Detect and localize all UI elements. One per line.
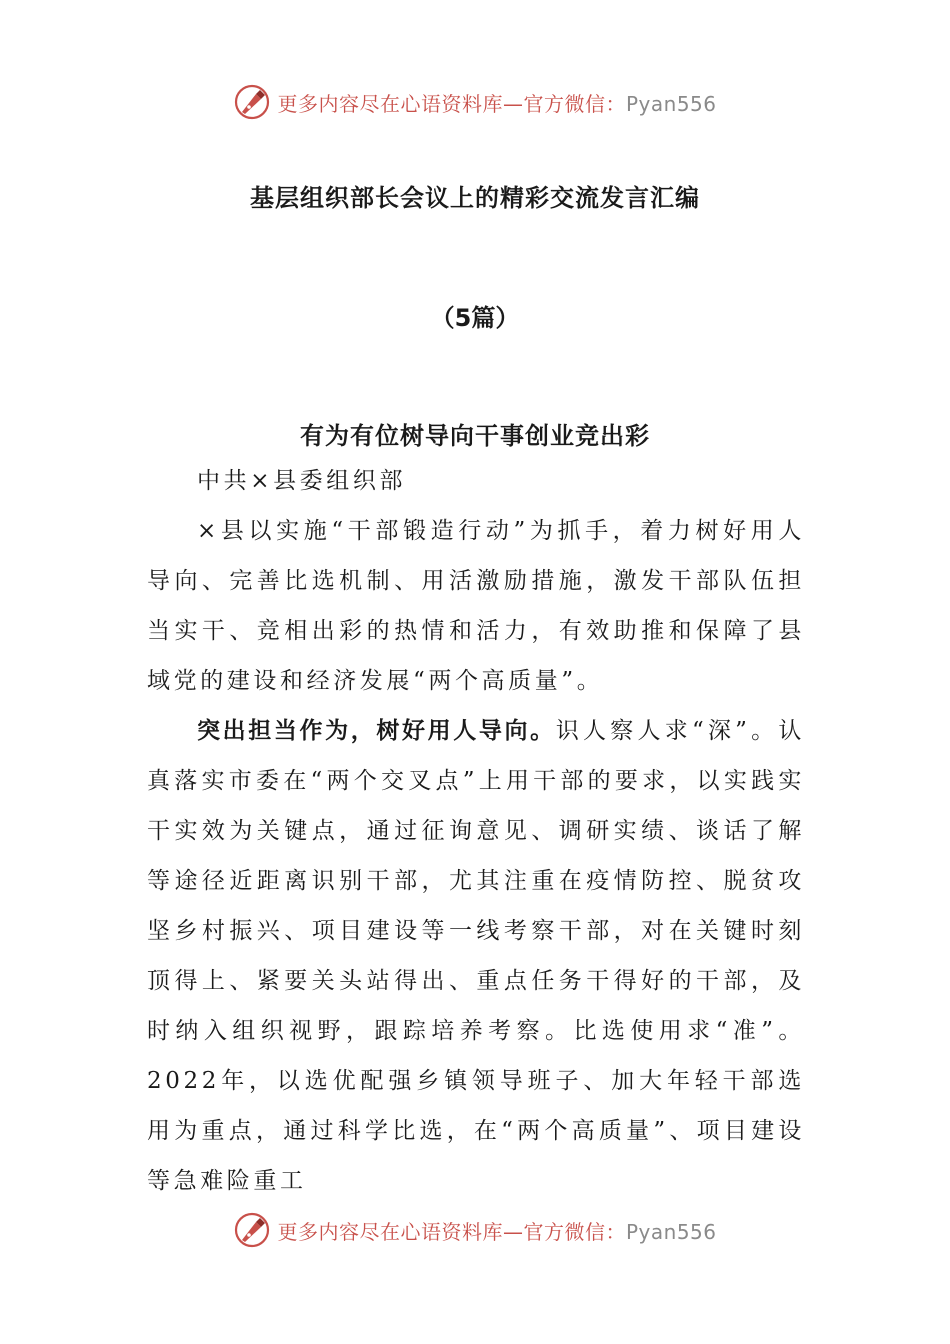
paragraph-2-lead: 突出担当作为，树好用人导向。 <box>197 718 556 744</box>
paragraph-1: ×县以实施“干部锻造行动”为抓手，着力树好用人导向、完善比选机制、用活激励措施，激发干部队伍担当实干、竞相出彩的热情和活力，有效助推和保障了县域党的建设和经济发展“两个高质量”。 <box>147 518 805 694</box>
pen-nib-icon <box>233 83 271 121</box>
document-title: 基层组织部长会议上的精彩交流发言汇编 <box>250 184 700 212</box>
banner-wechat-id: Pyan556 <box>625 1219 717 1244</box>
document-body <box>147 456 805 1206</box>
banner-text <box>277 88 716 117</box>
organization-line: 中共×县委组织部 <box>197 468 407 494</box>
pen-nib-icon <box>233 1211 271 1249</box>
section-title: 有为有位树导向干事创业竞出彩 <box>300 422 650 450</box>
footer-banner <box>0 1208 950 1252</box>
header-banner <box>0 80 950 124</box>
banner-wechat-id: Pyan556 <box>625 91 717 116</box>
document-count: （5篇） <box>430 304 520 332</box>
paragraph-2-text: 识人察人求“深”。认真落实市委在“两个交叉点”上用干部的要求，以实践实干实效为关键点，通过征询意见、调研实绩、谈话了解等途径近距离识别干部，尤其注重在疫情防控、脱贫攻坚乡村振兴、项目建设等一线考察干部，对在关键时刻顶得上、紧要关头站得出、重点任务干得好的干部，及时纳入组织视野，跟踪培养考察。比选使用求“准”。2022年，以选优配强乡镇领导班子、加大年轻干部选用为重点，通过科学比选，在“两个高质量”、项目建设等急难险重工 <box>147 718 805 1194</box>
banner-text-main: 更多内容尽在心语资料库—官方微信： <box>277 91 626 116</box>
paragraph-2 <box>147 706 805 1206</box>
banner-text <box>277 1216 716 1245</box>
banner-text-main: 更多内容尽在心语资料库—官方微信： <box>277 1219 626 1244</box>
